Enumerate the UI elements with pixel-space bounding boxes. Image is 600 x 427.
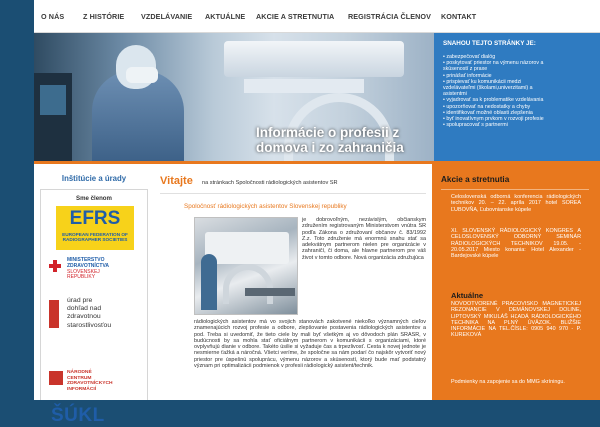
ministry-line: SLOVENSKEJ — [67, 268, 100, 275]
divider — [441, 189, 589, 190]
efrs-logo-subtitle — [58, 232, 132, 243]
hero-caption-line1: Informácie o profesii z — [256, 125, 400, 140]
mission-item: • zabezpečovať dialóg — [443, 54, 496, 60]
mission-item: • byť inovatívnym prvkom v rozvoji profesie — [443, 116, 544, 123]
nczi-line: CENTRUM — [67, 375, 92, 381]
nczi-line: NÁRODNÉ — [67, 370, 92, 375]
events-title[interactable]: Akcie a stretnutia — [441, 175, 510, 184]
ct-scanner-photo — [194, 217, 298, 315]
institutions-box — [40, 189, 148, 426]
udzs-line: zdravotnou — [67, 313, 101, 321]
news-item[interactable]: Podmienky na zapojenie sa do MMG skríningu. — [451, 379, 565, 385]
nav-kontakt[interactable]: KONTAKT — [441, 12, 477, 21]
hero-banner — [34, 33, 600, 161]
udzs-logo-link[interactable] — [67, 297, 143, 330]
efrs-logo-text: EFRS — [69, 208, 121, 229]
mission-list — [443, 54, 598, 128]
event-item[interactable]: XI. SLOVENSKÝ RÁDIOLOGICKÝ KONGRES A CELOSLOVENSKÝ ODBORNÝ SEMINÁR RÁDIOLOGICKÝCH TECHNIKOV 19.05. - 20.05.2017 Miesto konania: Hotel Alexander - Bardejovské kúpele — [451, 228, 581, 259]
nav-vzdelavanie[interactable]: VZDELÁVANIE — [141, 12, 193, 21]
mission-item: vzdelávateľmi (školami,univerzitami) a — [443, 85, 533, 92]
welcome-subheading: na stránkach Spoločnosti rádiologických asistentov SR — [202, 180, 338, 186]
page-wrapper — [34, 0, 600, 426]
nczi-line: INFORMÁCIÍ — [67, 387, 97, 393]
ministry-line: ZDRAVOTNÍCTVA — [67, 262, 110, 269]
nav-z-historie[interactable]: Z HISTÓRIE — [83, 12, 125, 21]
mission-item: • poskytovať priestor na výmenu názorov a — [443, 60, 544, 67]
mission-panel-title: SNAHOU TEJTO STRÁNKY JE: — [443, 40, 536, 47]
news-title[interactable]: Aktuálne — [451, 291, 484, 300]
hero-caption — [256, 125, 431, 155]
mission-item: • vyjadrovať sa k problematike vzdelávania — [443, 97, 544, 104]
nav-akcie[interactable]: AKCIE A STRETNUTIA — [256, 12, 335, 21]
sukl-logo-link[interactable]: ŠÚKL — [51, 405, 105, 426]
mission-item: skúseností z praxe — [443, 66, 488, 73]
mission-item: • spolupracovať s partnermi — [443, 122, 508, 129]
welcome-text: je dobrovoľným, nezávislým, občianskym združením registrovaným Ministerstvom vnútra SR podľa Zákona o združovaní občanov č. 83/1992 Z.z. Toto združenie má enormnú snahu stať sa adekvátnym partnerom nielen pre organizácie v zahraničí, či doma, ale hlavne partnerom pre váš život v tomto odbore. Nová organizácia združujúca — [302, 217, 426, 261]
mission-panel — [434, 33, 600, 161]
nczi-line: ZDRAVOTNÍCKYCH — [67, 381, 113, 387]
mission-item: asistentmi — [443, 91, 467, 98]
ministry-logo-link[interactable] — [67, 258, 143, 281]
efrs-line: RADIOGRAPHER SOCIETIES — [62, 237, 128, 243]
efrs-line: EUROPEAN FEDERATION OF — [62, 232, 128, 237]
udzs-line: dohľad nad — [67, 305, 102, 313]
institutions-title: Inštitúcie a úrady — [61, 174, 127, 183]
nczi-logo-link[interactable] — [67, 370, 143, 393]
nav-registracia[interactable]: REGISTRÁCIA ČLENOV — [348, 12, 431, 21]
member-label: Sme členom — [76, 195, 112, 202]
ministry-line: MINISTERSTVO — [67, 257, 105, 263]
welcome-heading: Vitajte — [160, 175, 193, 187]
mission-item: • prinášať informácie — [443, 72, 492, 79]
nav-aktualne[interactable]: AKTUÁLNE — [205, 12, 246, 21]
news-item[interactable]: NOVOOTVORENÉ PRACOVISKO MAGNETICKEJ REZONANCIE V DEMÄNOVSKEJ DOLINE, LIPTOVSKÝ MIKULÁŠ HĽADÁ RÁDIOLOGICKÉHO TECHNIKA NA PLNÝ ÚVÄZOK. BLIŽŠIE INFORMÁCIE NA TEL.ČÍSLE: 0905 940 970 - P. KUREKOVÁ — [451, 301, 581, 339]
welcome-text-continued: rádiologických asistentov má vo svojich stanovách zakotvené niekoľko významných cieľov znamenajúcich rozvoj profesie a odbore, zlepšovanie postavenia rádiologických asistentov a pod. Treba si uvedomiť, že tieto ciele by mali byť všetkým aj vo dôvodoch plán SRASR, v budúcnosti by sa mohla stať oficiálnym partnerom v komunikácii s organizáciami, ktoré ovplyvňujú dianie v odbore. Takéto úsilie si vyžaduje čas a trpezlivosť. Cesta k novej jednote je nesmierne ťažká a náročná. Všetci veríme, že spoločne sa nám podarí čo najskôr vytvoriť nový priestor pre úspešnú spoluprácu, výmenu názorov a skúseností, ktorý bude mať podstatný význam pri optimalizácii podmienok v profesii rádiologický asistent/technik. — [194, 319, 426, 369]
events-sidebar — [432, 164, 600, 400]
nczi-logo-icon — [49, 371, 63, 385]
mission-item: • upozorňovať na nedostatky a chyby — [443, 103, 531, 110]
mission-item: • prispievať ku komunikácii medzi — [443, 78, 522, 85]
top-navigation — [34, 0, 600, 33]
welcome-section — [154, 164, 432, 400]
udzs-line: úrad pre — [67, 297, 93, 304]
institutions-sidebar — [34, 164, 154, 426]
event-item[interactable]: Celoslovenská odborná konferencia rádiologických technikov 20. – 22. apríla 2017 hotel SOREA ĽUBOVŇA, Ľubovnianske kúpele — [451, 194, 581, 213]
ministry-line: REPUBLIKY — [67, 274, 96, 281]
efrs-logo-link[interactable] — [56, 206, 134, 250]
cross-icon — [49, 260, 61, 272]
divider — [160, 193, 426, 194]
nav-o-nas[interactable]: O NÁS — [41, 12, 65, 21]
mission-item: • identifikovať možné oblasti zlepšenia — [443, 109, 533, 116]
udzs-line: starostlivosťou — [67, 321, 112, 329]
society-title: Spoločnosť rádiologických asistentov Slovenskej republiky — [184, 203, 347, 210]
udzs-logo-icon — [49, 300, 59, 328]
hero-caption-line2: domova i zo zahraničia — [256, 140, 404, 155]
